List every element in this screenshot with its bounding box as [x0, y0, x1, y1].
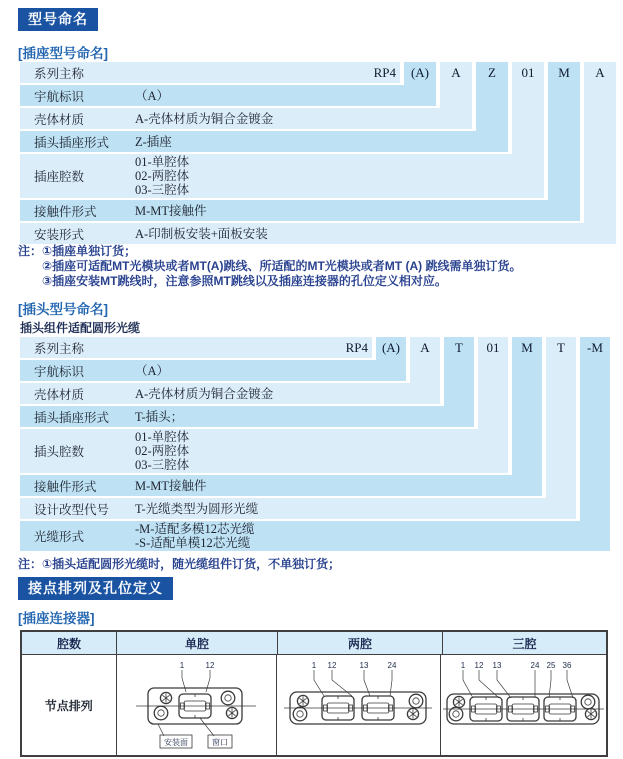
table-row [20, 383, 610, 404]
socket-notes [18, 244, 612, 289]
code-label: (A) [410, 65, 430, 80]
row-label: 宇航标识 [34, 89, 85, 104]
pin-label: 13 [492, 661, 502, 670]
column-header: 单腔 [117, 632, 278, 654]
table-row [20, 521, 610, 551]
mount-face-label: 安装面 [164, 738, 189, 747]
row-label: 插头插座形式 [34, 410, 110, 425]
code-label: A [451, 65, 461, 80]
code-label: T [455, 340, 463, 355]
row-label: 安装形式 [34, 227, 85, 242]
note-line: 注：①插头适配圆形光缆时，随光缆组件订货，不单独订货； [18, 557, 341, 571]
row-label: 壳体材质 [34, 112, 85, 127]
row-desc: M-MT接触件 [135, 478, 207, 493]
code-label: RP4 [373, 65, 396, 80]
note-line: ③插座安装MT跳线时，注意参照MT跳线以及插座连接器的孔位定义相对应。 [42, 274, 447, 288]
code-label: Z [488, 65, 496, 80]
column-header: 腔数 [22, 632, 117, 654]
pin-label: 13 [359, 661, 369, 670]
table-row [20, 108, 616, 129]
table-row [20, 475, 610, 496]
row-desc: 01-单腔体 02-两腔体 03-三腔体 [135, 155, 190, 197]
pin-label: 12 [327, 661, 337, 670]
table-row [20, 85, 616, 106]
row-desc: T-光缆类型为圆形光缆 [135, 501, 259, 516]
code-label: M [521, 340, 533, 355]
row-desc: Z-插座 [135, 134, 172, 149]
note-line: 注：①插座单独订货； [18, 244, 137, 258]
plug-naming-section-label: [插头型号命名] [18, 302, 108, 317]
row-label: 插头插座形式 [34, 135, 110, 150]
code-label: A [595, 65, 605, 80]
arrangement-table [20, 630, 608, 757]
table-row [20, 154, 616, 198]
arrangement-table-body [22, 655, 606, 755]
pin-label: 25 [546, 661, 556, 670]
row-label: 接触件形式 [34, 204, 97, 219]
socket-naming-section-label: [插座型号命名] [18, 46, 108, 61]
table-row [20, 200, 616, 221]
code-label: (A) [381, 340, 401, 355]
table-row [20, 429, 610, 473]
code-label: 01 [486, 340, 500, 355]
note-line: ②插座可适配MT光模块或者MT(A)跳线、所适配的MT光模块或者MT (A) 跳线需单独订货。 [42, 259, 522, 273]
row-label: 插头腔数 [34, 445, 85, 459]
row-desc: M-MT接触件 [135, 203, 207, 218]
diagram-two-cavity [277, 655, 441, 755]
row-label: 光缆形式 [34, 530, 85, 544]
row-label: 宇航标识 [34, 364, 85, 379]
code-label: A [420, 340, 430, 355]
code-label: 01 [521, 65, 535, 80]
code-label: RP4 [345, 340, 368, 355]
row-header: 节点排列 [22, 655, 117, 755]
row-label: 系列主称 [34, 66, 85, 81]
three-cavity-connector-drawing [441, 656, 606, 754]
row-label: 系列主称 [34, 341, 85, 356]
table-row [20, 223, 616, 244]
single-cavity-connector-drawing [120, 656, 272, 754]
pin-label: 1 [312, 661, 317, 670]
diagram-three-cavity [441, 655, 606, 755]
pin-label: 12 [474, 661, 484, 670]
row-label: 壳体材质 [34, 387, 85, 402]
column-header: 三腔 [512, 636, 537, 651]
row-desc: T-插头； [135, 409, 184, 424]
row-desc: 01-单腔体 02-两腔体 03-三腔体 [135, 430, 190, 472]
socket-connector-section-label: [插座连接器] [18, 611, 95, 626]
window-label: 窗口 [212, 738, 229, 747]
code-label: -M [587, 340, 603, 355]
row-desc: A-壳体材质为铜合金镀金 [135, 111, 274, 126]
table-row [20, 360, 610, 381]
row-label: 设计改型代号 [34, 502, 110, 517]
row-desc: （A） [135, 363, 170, 378]
socket-naming-table [20, 62, 616, 244]
pin-label: 1 [460, 661, 466, 670]
row-desc: A-印制板安装+面板安装 [135, 226, 268, 241]
two-cavity-connector-drawing [278, 656, 438, 754]
column-header: 两腔 [278, 632, 443, 654]
table-row [20, 498, 610, 519]
diagram-single-cavity [117, 655, 277, 755]
pin-label: 24 [387, 661, 397, 670]
code-label: M [558, 65, 570, 80]
row-desc: （A） [135, 88, 170, 103]
row-desc: -M-适配多模12芯光缆 -S-适配单模12芯光缆 [135, 522, 255, 550]
table-row [20, 131, 616, 152]
row-label: 插座腔数 [34, 170, 85, 184]
row-desc: A-壳体材质为铜合金镀金 [135, 386, 274, 401]
code-label: T [557, 340, 565, 355]
plug-naming-subtitle: 插头组件适配圆形光缆 [20, 321, 141, 335]
page-title: 型号命名 [18, 8, 98, 31]
pin-label: 12 [205, 661, 215, 670]
plug-notes [18, 557, 612, 572]
arrangement-table-header [22, 632, 606, 655]
pin-label: 1 [179, 661, 185, 670]
row-label: 接触件形式 [34, 479, 97, 494]
plug-naming-table [20, 337, 610, 551]
pin-label: 24 [530, 661, 540, 670]
pin-label: 36 [562, 661, 572, 670]
section-title-contact-arrangement: 接点排列及孔位定义 [18, 577, 173, 600]
table-row [20, 406, 610, 427]
